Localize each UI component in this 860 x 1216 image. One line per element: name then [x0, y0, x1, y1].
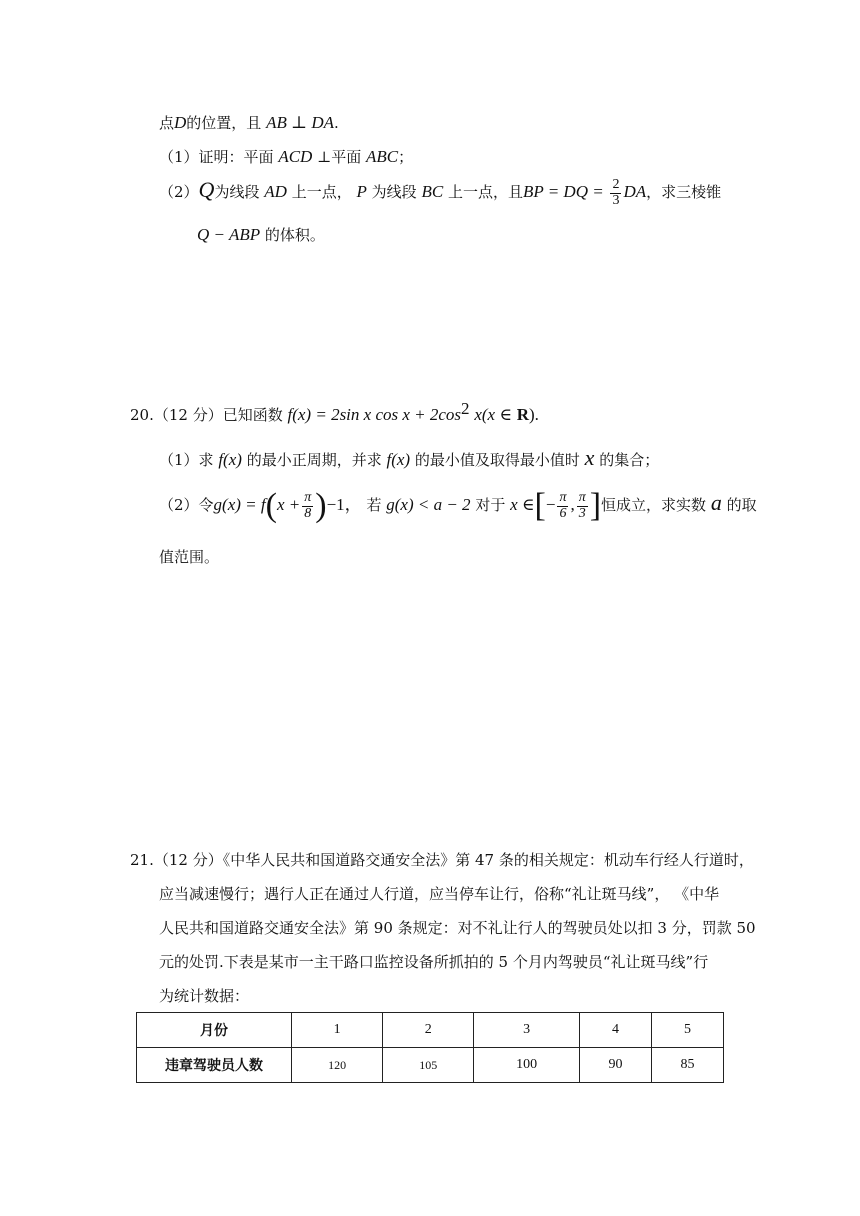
- q20-p1-text: 的最小值及取得最小值时: [414, 451, 580, 469]
- q20-p1-math: x: [584, 445, 595, 470]
- q21-line4: 元的处罚.下表是某市一主干路口监控设备所抓拍的 5 个月内驾驶员“礼让斑马线”行: [159, 953, 709, 971]
- q20-p2-text: 的取: [726, 496, 757, 514]
- q19-p1-text: ；: [398, 148, 414, 166]
- q20-p2-paren: (: [265, 487, 277, 524]
- q19-p2-math: DA: [623, 182, 647, 202]
- table-cell: 90: [579, 1048, 651, 1083]
- q19-p1-text: ⊥平面: [317, 148, 362, 166]
- q19-p2-text: 上一点，: [291, 183, 352, 202]
- table-cell: 4: [579, 1013, 651, 1048]
- q19-text: 的位置，且: [186, 114, 262, 132]
- q20-func-math: ).: [528, 405, 539, 424]
- q20-p1-math: f(x): [386, 450, 411, 469]
- q19-p2-math: BC: [421, 182, 444, 202]
- q20-p2-fraction: $\frac{\pi}{6}$: [559, 489, 567, 521]
- q19-p2-fraction: $\frac{2}{3}$: [612, 177, 620, 208]
- q19-text: .: [334, 114, 339, 132]
- q20-p2-math: x +: [276, 495, 301, 514]
- q20-p2-text: 恒成立，求实数: [601, 496, 707, 514]
- table-cell: 105: [383, 1048, 474, 1083]
- q19-p2-text: 的体积。: [264, 226, 325, 244]
- q19-part2: [159, 178, 721, 208]
- q21-line1: 21.（12 分）《中华人民共和国道路交通安全法》第 47 条的相关规定：机动车行经人行道时，: [130, 851, 754, 869]
- q19-p2-text: ，求三棱锥: [646, 183, 722, 202]
- table-cell: 100: [474, 1048, 580, 1083]
- q21-line5: 为统计数据：: [159, 987, 250, 1005]
- violation-table: [136, 1012, 724, 1083]
- q20-p1-text: 的集合；: [599, 451, 660, 469]
- table-cell: 3: [474, 1013, 580, 1048]
- table-cell: 5: [651, 1013, 723, 1048]
- q20-header: [130, 400, 539, 423]
- q20-p2-math: −1，: [326, 495, 362, 514]
- table-header-count: 违章驾驶员人数: [137, 1048, 292, 1083]
- table-cell: 85: [651, 1048, 723, 1083]
- q20-p2-math: g(x) = f: [213, 495, 266, 514]
- table-cell: 120: [292, 1048, 383, 1083]
- q20-p2-paren: ): [315, 487, 327, 524]
- q20-part1: [159, 447, 659, 469]
- q20-p1-text: 的最小正周期，并求: [246, 451, 382, 469]
- table-row: [137, 1013, 724, 1048]
- q19-text: 点: [159, 114, 175, 132]
- table-cell: 2: [383, 1013, 474, 1048]
- q20-p2-bracket: [: [534, 487, 546, 524]
- q19-math-d: D: [174, 113, 187, 132]
- q20-p2-math: g(x) < a − 2: [386, 495, 471, 514]
- q20-p2-math: −: [545, 495, 556, 514]
- table-cell: 1: [292, 1013, 383, 1048]
- q21-line2: 应当减速慢行；遇行人正在通过人行道，应当停车让行，俗称“礼让斑马线”， 《中华: [159, 885, 720, 903]
- q21-line3: 人民共和国道路交通安全法》第 90 条规定：对不礼让行人的驾驶员处以扣 3 分，罚款 50: [159, 919, 756, 937]
- q20-p2-bracket: ]: [589, 487, 602, 524]
- q19-p1-math: ABC: [366, 147, 399, 166]
- q20-p2-math: x ∈: [510, 495, 535, 514]
- table-row: [137, 1048, 724, 1083]
- q20-head-text: 20.（12 分）已知函数: [130, 406, 283, 424]
- table-header-month: 月份: [137, 1013, 292, 1048]
- q20-func-math: x(x ∈: [474, 405, 512, 424]
- q19-line1: [159, 114, 339, 131]
- q20-p1-text: （1）求: [159, 451, 214, 469]
- q20-p2-text: （2）令: [159, 496, 214, 514]
- q20-p2-math: ,: [570, 495, 575, 514]
- q19-p2-math: Q: [198, 177, 215, 203]
- q19-p2-math: P: [356, 182, 367, 202]
- q19-p2-math: AD: [264, 182, 287, 202]
- q20-p1-math: f(x): [218, 450, 242, 469]
- q20-p2-fraction: $\frac{\pi}{8}$: [304, 489, 312, 521]
- q20-func-math: f(x) = 2sin x cos x + 2cos: [287, 405, 462, 424]
- q20-part2: [159, 489, 757, 523]
- q20-func-sup: 2: [461, 399, 470, 418]
- q20-p2-math: a: [710, 490, 722, 515]
- q19-p2-text: 上一点，且: [447, 183, 523, 202]
- q19-p1-math: ACD: [278, 147, 313, 166]
- q19-p2-label: （2）: [159, 183, 199, 202]
- q19-p2-math: BP = DQ =: [522, 182, 604, 202]
- q20-p2-text: 若: [366, 496, 382, 514]
- q20-p2-fraction: $\frac{\pi}{3}$: [578, 489, 586, 521]
- q19-p2-text: 为线段: [214, 183, 260, 202]
- q20-real-set: R: [516, 405, 529, 424]
- q20-part2-line2: 值范围。: [159, 548, 220, 566]
- q19-math-perp: AB ⊥ DA: [266, 113, 335, 132]
- q20-p2-text: 对于: [475, 496, 506, 514]
- q19-p2-text: 为线段: [371, 183, 417, 202]
- q19-p1-label: （1）证明：平面: [159, 148, 274, 166]
- q19-p2-math: Q − ABP: [197, 225, 261, 244]
- q19-part2-line2: [197, 226, 325, 243]
- q19-part1: [159, 148, 413, 165]
